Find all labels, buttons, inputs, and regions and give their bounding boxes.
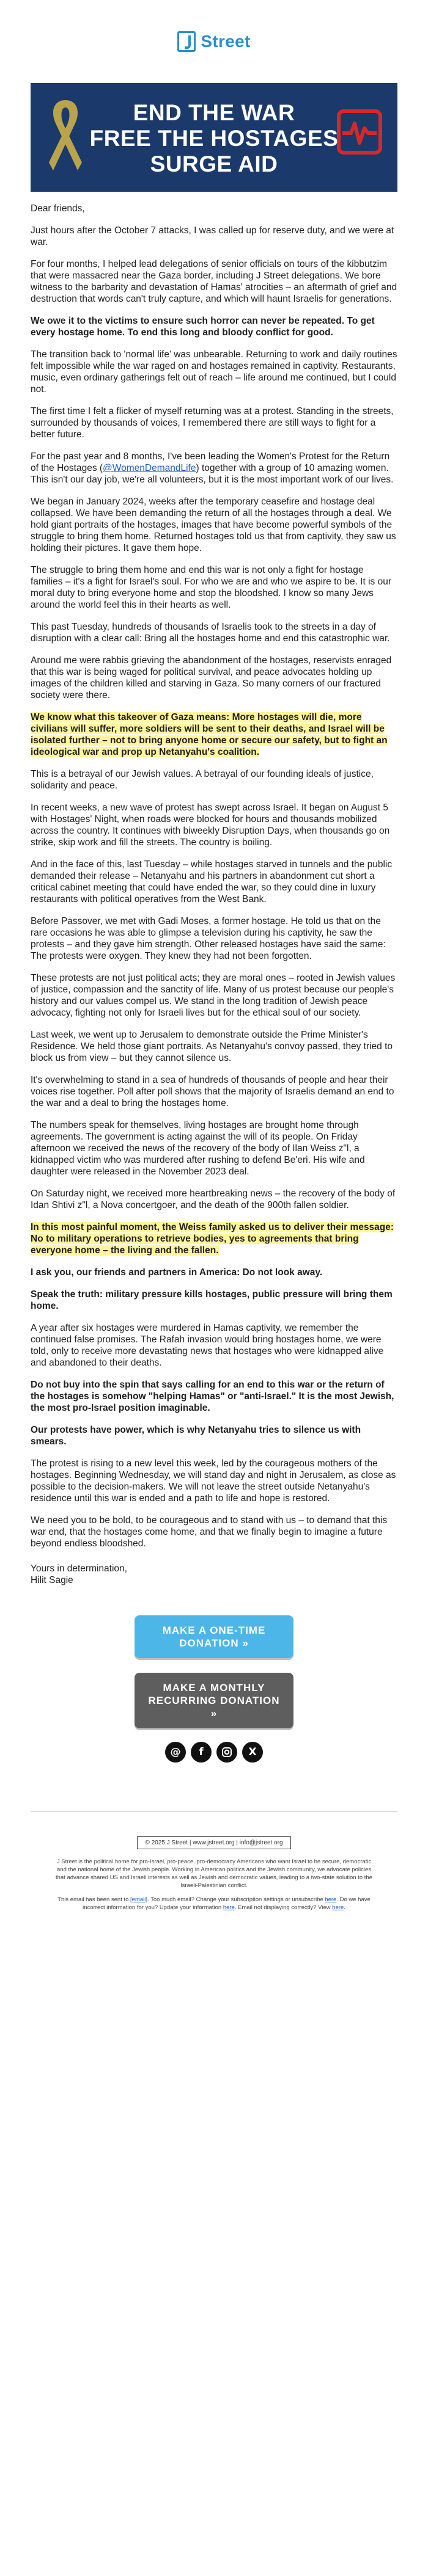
women-demand-life-link[interactable]: @WomenDemandLife [103,463,196,473]
banner-line-surge-aid: SURGE AID [150,151,278,176]
footer-text: . [344,1904,345,1911]
bold-text: We owe it to the victims to ensure such horror can never be repeated. To get every hostage home. To end this long and bloody conflict for good. [31,316,375,338]
paragraph: We need you to be bold, to be courageous and to stand with us – to demand that this war end, that the hostages come home, and that we finally begin to imagine a future beyond endless bloodshed. [31,1515,388,1549]
paragraph: The transition back to 'normal life' was unbearable. Returning to work and daily routines felt impossible while the war raged on and hostages remained in captivity. Restaurants, music, even ordinary gatherings felt out of reach – life around me continued, but I could not. [31,349,397,395]
footer-about: J Street is the political home for pro-Israel, pro-peace, pro-democracy Americans who want Israel to be secure, democratic and the national home of the Jewish people. Working in American politics and the Jewish community, we advocate policies that advance shared US and Israeli interests as well as Jewish and democratic values, leading to a two-state solution to the Israeli-Palestinian conflict. [55,1858,373,1889]
bold-paragraph [31,315,397,338]
text-segment: ) together with a group of 10 amazing women. This isn't our day job, we're all volunteers, but it is the most important work of our lives. [31,463,394,485]
hero-banner [31,83,397,192]
signoff [31,1563,397,1586]
footer-text: . Too much email? Change your subscription settings or unsubscribe [147,1896,325,1903]
paragraph: The struggle to bring them home and end this war is not only a fight for hostage families – it's a fight for Israel's soul. For who we are and who we aspire to be. It is our moral duty to bring everyone home and stop the bloodshed. I know so many Jews around the world feel this in their hearts as well. [31,565,392,610]
paragraph: A year after six hostages were murdered in Hamas captivity, we remember the continued false promises. The Rafah invasion would bring hostages home, we were told, only to receive more devastating news that hostages who were kidnapped alive and abandoned to their deaths. [31,1323,384,1368]
letter-body [0,203,428,1586]
highlighted-paragraph [31,1221,397,1256]
paragraph: The numbers speak for themselves, living hostages are brought home through agreements. The government is acting against the will of its people. On Friday afternoon we received the news of the recovery of the body of Ilan Weiss z"l, a kidnapped victim who was murdered after rushing to defend Be'eri. His wife and daughter were released in the November 2023 deal. [31,1120,365,1177]
paragraph: The first time I felt a flicker of myself returning was at a protest. Standing in the streets, surrounded by thousands of voices, I remembered there are still ways to fight for a better future. [31,406,394,440]
instagram-icon[interactable] [216,1742,237,1763]
paragraph: And in the face of this, last Tuesday – while hostages starved in tunnels and the public demanded their release – Netanyahu and his partners in abandonment cut short a critical cabinet meeting that could have ended the war, so they could dine in luxury restaurants with political operatives from the West Bank. [31,859,393,904]
footer-preferences [55,1896,373,1912]
donation-buttons [0,1615,428,1728]
footer-copyright: © 2025 J Street | www.jstreet.org | info@jstreet.org [137,1836,290,1849]
banner-line-free-hostages: FREE THE HOSTAGES [89,126,339,151]
jstreet-logo[interactable] [177,31,250,52]
paragraph: For four months, I helped lead delegations of senior officials on tours of the kibbutzim that were massacred near the Gaza border, including J Street delegations. We bore witness to the barbarity and devastation of Hamas' atrocities – an aftermath of grief and destruction that words can't truly capture, and which will haunt Israelis for generations. [31,259,397,304]
text-segment: For the past year and 8 months, I've been leading the Women's Protest for the Return of the Hostages ( [31,451,390,473]
signature: Hilit Sagie [31,1575,73,1585]
social-links [0,1742,428,1763]
email-footer [0,1812,428,1912]
x-icon[interactable]: X [242,1742,263,1763]
paragraph-with-handle [31,451,397,486]
bold-text: Speak the truth: military pressure kills hostages, public pressure will bring them home. [31,1289,393,1311]
email-header [0,0,428,83]
paragraph: This past Tuesday, hundreds of thousands of Israelis took to the streets in a day of disruption with a clear call: Bring all the hostages home and end this catastrophic war. [31,622,390,644]
paragraph: Last week, we went up to Jerusalem to demonstrate outside the Prime Minister's Residence. We held those giant portraits. As Netanyahu's convoy passed, they tried to block us from view – but they cannot silence us. [31,1030,393,1063]
closing: Yours in determination, [31,1563,127,1574]
one-time-donation-button[interactable]: MAKE A ONE-TIME DONATION » [135,1615,293,1658]
paragraph: In recent weeks, a new wave of protest has swept across Israel. It began on August 5 with Hostages' Night, when roads were blocked for hours and thousands mobilized across the country. It continues with biweekly Disruption Days, when thousands go on strike, skip work and fill the streets. The country is boiling. [31,802,390,848]
paragraph: Around me were rabbis grieving the abandonment of the hostages, reservists enraged that this war is being waged for political survival, and peace advocates holding up images of the children killed and starving in Gaza. So many corners of our fractured society were there. [31,655,392,700]
greeting: Dear friends, [31,203,85,214]
paragraph: These protests are not just political acts; they are moral ones – rooted in Jewish values of justice, compassion and the sanctity of life. Many of us protest because our people's history and our values compel us. We stand in the long tradition of Jewish peace advocacy, fighting not only for Israeli lives but for the ethical soul of our society. [31,973,396,1018]
update-info-link[interactable]: here [223,1904,235,1911]
facebook-icon[interactable]: f [191,1742,212,1763]
recipient-email-link[interactable]: [email] [130,1896,148,1903]
paragraph: This is a betrayal of our Jewish values. A betrayal of our founding ideals of justice, solidarity and peace. [31,769,374,791]
view-online-link[interactable]: here [332,1904,344,1911]
footer-text: . Do we have incorrect information for you? Update your information [83,1896,371,1911]
banner-line-end-war: END THE WAR [133,100,295,125]
footer-text: This email has been sent to [57,1896,131,1903]
bold-paragraph [31,1379,397,1414]
threads-icon[interactable]: @ [165,1742,186,1763]
logo-text: Street [201,32,251,51]
monthly-donation-button[interactable]: MAKE A MONTHLY RECURRING DONATION » [135,1673,293,1728]
paragraph: We began in January 2024, weeks after the temporary ceasefire and hostage deal collapsed. We have been demanding the return of all the hostages through a deal. We hold giant portraits of the hostages, images that have become powerful symbols of the struggle to bring them home. Returned hostages told us that from captivity, they saw us holding their pictures. It gave them hope. [31,497,396,553]
bold-paragraph [31,1289,397,1312]
bold-paragraph [31,1267,397,1278]
paragraph: On Saturday night, we received more heartbreaking news – the recovery of the body of Idan Shtivi z"l, a Nova concertgoer, and the death of the 900th fallen soldier. [31,1188,396,1210]
paragraph: The protest is rising to a new level this week, led by the courageous mothers of the hostages. Beginning Wednesday, we will stand day and night in Jerusalem, as close as possible to the decision-makers. We will not leave the street outside Netanyahu's residence until this war is ended and a path to life and hope is restored. [31,1458,396,1504]
paragraph: Before Passover, we met with Gadi Moses, a former hostage. He told us that on the rare occasions he was able to glimpse a television during his captivity, he saw the protests – and they gave him strength. Other released hostages have said the same: The protests were oxygen. They knew they had not been forgotten. [31,916,386,961]
highlighted-text: We know what this takeover of Gaza means: More hostages will die, more civilians will suffer, more soldiers will be sent to their deaths, and Israel will be isolated further – not to bring anyone home or secure our safety, but to fight an ideological war and prop up Netanyahu's coalition. [31,712,388,757]
highlighted-paragraph [31,711,397,758]
paragraph: It's overwhelming to stand in a sea of hundreds of thousands of people and hear their voices rise together. Poll after poll shows that the majority of Israelis demand an end to the war and a deal to bring the hostages home. [31,1075,394,1108]
paragraph: Just hours after the October 7 attacks, I was called up for reserve duty, and we were at war. [31,225,394,247]
bold-text: I ask you, our friends and partners in America: Do not look away. [31,1267,323,1278]
banner-headline [31,100,397,177]
unsubscribe-link[interactable]: here [325,1896,337,1903]
j-logo-icon [177,31,196,52]
footer-text: . Email not displaying correctly? View [234,1904,333,1911]
bold-text: Do not buy into the spin that says calling for an end to this war or the return of the hostages is somehow "helping Hamas" or "anti-Israel." It is the most Jewish, the most pro-Israel position imaginable. [31,1380,394,1413]
bold-text: Our protests have power, which is why Netanyahu tries to silence us with smears. [31,1425,361,1447]
highlighted-text: In this most painful moment, the Weiss family asked us to deliver their message: No to military operations to retrieve bodies, yes to agreements that bring everyone home – the living and the fallen. [31,1222,394,1256]
bold-paragraph [31,1424,397,1447]
